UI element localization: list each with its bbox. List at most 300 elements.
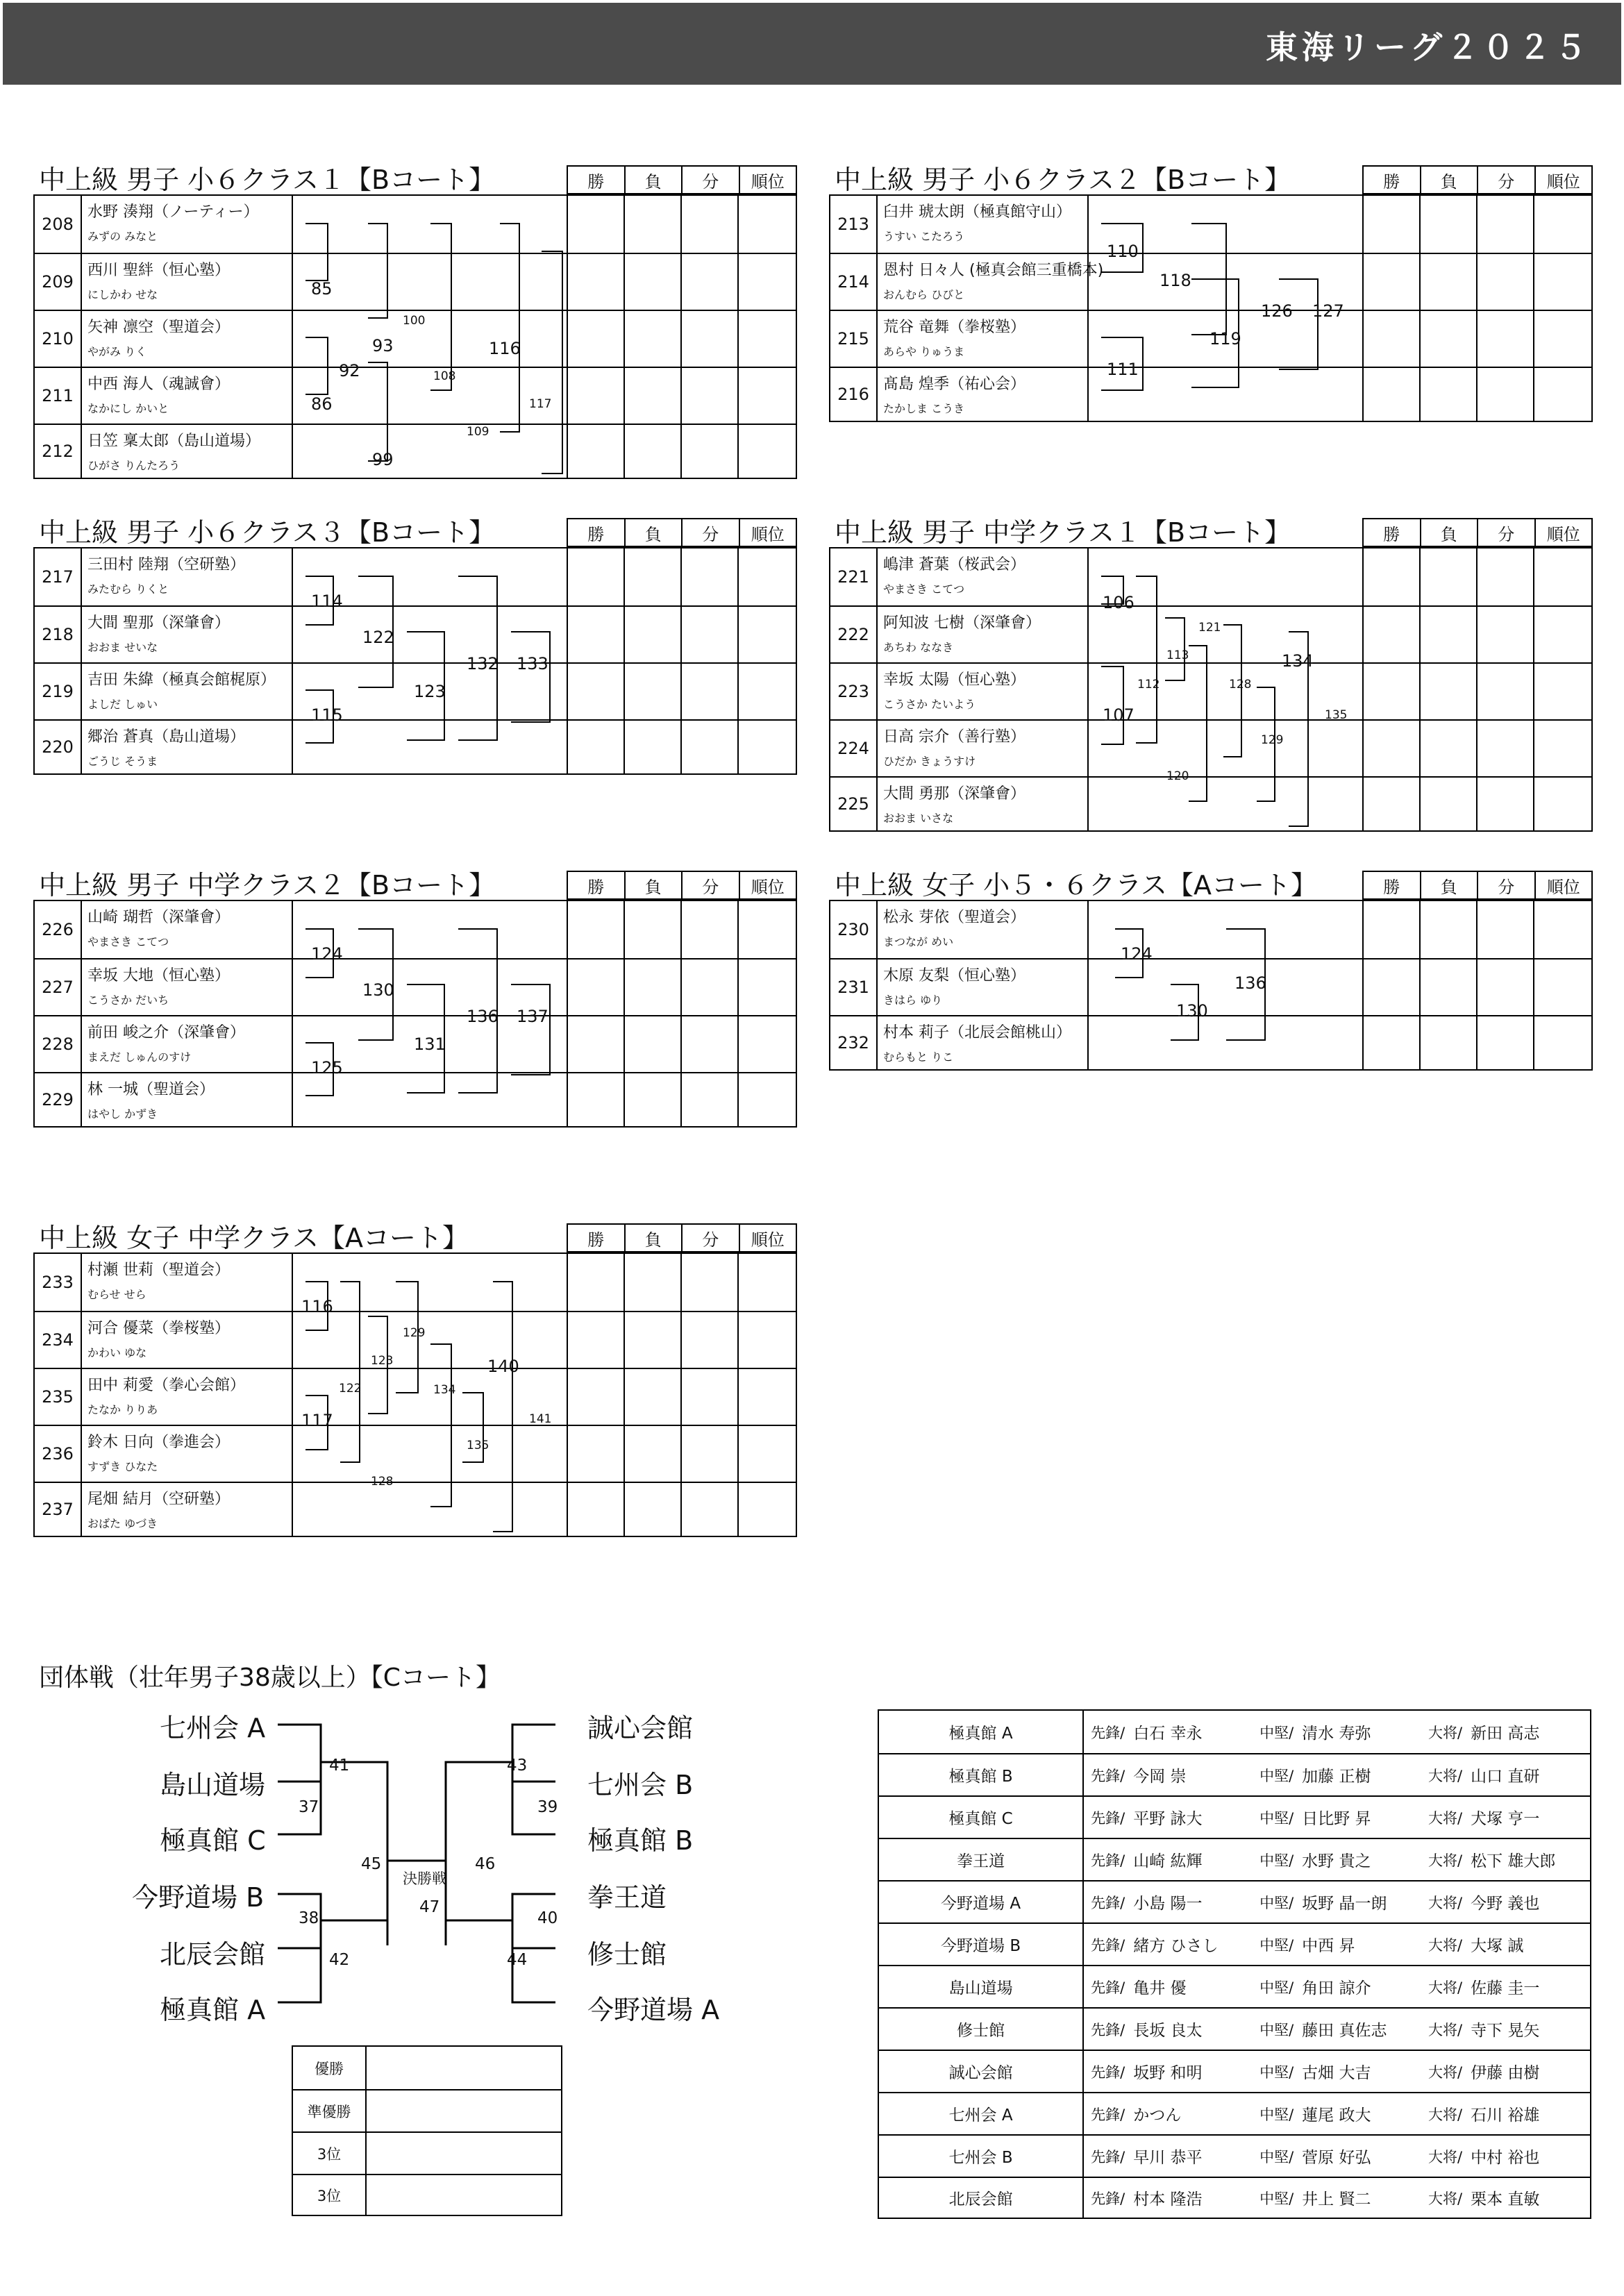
position-label: 大将/ — [1428, 1809, 1463, 1827]
match-number: 124 — [1121, 944, 1153, 964]
loss-header: 負 — [1421, 872, 1479, 898]
roster-chuken — [1253, 1966, 1421, 2007]
match-number: 134 — [433, 1383, 456, 1397]
match-number: 37 — [299, 1798, 319, 1816]
player-number: 233 — [35, 1254, 82, 1311]
player-reading: なかにし かいと — [87, 402, 169, 415]
player-reading: きはら ゆり — [883, 994, 943, 1007]
player-name: 幸坂 大地（恒心塾） — [87, 967, 230, 984]
player-reading: おばた ゆづき — [87, 1517, 158, 1530]
player-name: 阿知波 七樹（深肇會） — [883, 614, 1041, 632]
member-name: 亀井 優 — [1133, 1979, 1187, 1997]
player-number: 211 — [35, 368, 82, 424]
draw-header: 分 — [683, 519, 740, 546]
division-section — [829, 158, 1593, 429]
player-reading: うすい こたろう — [883, 230, 965, 243]
position-label: 大将/ — [1428, 2190, 1463, 2207]
roster-senpo — [1084, 1839, 1253, 1880]
match-number: 140 — [487, 1357, 519, 1376]
player-reading: ごうじ そうま — [87, 755, 158, 768]
roster-chuken — [1253, 1882, 1421, 1922]
position-label: 先鋒/ — [1091, 1979, 1125, 1996]
match-number: 125 — [311, 1058, 343, 1078]
player-number: 231 — [830, 960, 878, 1015]
position-label: 中堅/ — [1259, 1936, 1294, 1954]
player-number: 236 — [35, 1426, 82, 1482]
results-table — [292, 2045, 562, 2216]
roster-senpo — [1084, 1754, 1253, 1795]
match-number: 114 — [311, 592, 343, 611]
match-number: 116 — [301, 1297, 333, 1316]
match-number: 129 — [1261, 733, 1284, 747]
match-number: 136 — [1234, 973, 1266, 993]
member-name: 菅原 好弘 — [1302, 2149, 1371, 2167]
player-number: 208 — [35, 196, 82, 253]
member-name: 石川 裕雄 — [1471, 2106, 1540, 2125]
roster-chuken — [1253, 2178, 1421, 2218]
roster-team: 北辰会館 — [879, 2178, 1084, 2218]
roster-row — [879, 1838, 1590, 1880]
win-header: 勝 — [568, 1225, 626, 1251]
member-name: 古畑 大吉 — [1302, 2064, 1371, 2082]
roster-row — [879, 2134, 1590, 2177]
player-name: 幸坂 太陽（恒心塾） — [883, 671, 1026, 689]
player-number: 237 — [35, 1483, 82, 1536]
divider — [1419, 196, 1421, 421]
roster-senpo — [1084, 2009, 1253, 2050]
match-number: 110 — [1107, 242, 1139, 261]
player-name: 鈴木 日向（拳進会） — [87, 1434, 230, 1451]
position-label: 中堅/ — [1259, 2148, 1294, 2165]
match-number: 43 — [507, 1757, 528, 1775]
member-name: 清水 寿弥 — [1302, 1725, 1371, 1743]
roster-taisho — [1421, 1754, 1590, 1795]
roster-senpo — [1084, 2136, 1253, 2177]
match-number: 45 — [361, 1855, 382, 1873]
roster-chuken — [1253, 1839, 1421, 1880]
member-name: 今岡 崇 — [1133, 1768, 1187, 1786]
page-title: 東海リーグ２０２５ — [1266, 28, 1591, 66]
roster-row — [879, 1922, 1590, 1965]
match-number: 109 — [467, 425, 489, 439]
position-label: 先鋒/ — [1091, 1724, 1125, 1741]
team-right-4: 拳王道 — [587, 1882, 667, 1913]
match-number: 117 — [301, 1411, 333, 1430]
loss-header: 負 — [626, 167, 683, 193]
player-number: 213 — [830, 196, 878, 253]
player-grid — [829, 547, 1593, 832]
league-header — [1362, 871, 1593, 900]
player-reading: あちわ ななき — [883, 641, 954, 654]
results-label: 3位 — [293, 2133, 367, 2174]
player-number: 222 — [830, 607, 878, 662]
team-left-4: 今野道場 B — [132, 1882, 265, 1913]
match-number: 122 — [339, 1382, 362, 1396]
player-grid — [829, 900, 1593, 1071]
player-number: 228 — [35, 1016, 82, 1072]
position-label: 大将/ — [1428, 2021, 1463, 2038]
match-number: 127 — [1312, 301, 1344, 321]
match-number: 121 — [1198, 621, 1221, 635]
member-name: 栗本 直敏 — [1471, 2190, 1540, 2209]
roster-senpo — [1084, 1882, 1253, 1922]
player-reading: はやし かずき — [87, 1107, 158, 1121]
match-number: 93 — [372, 336, 394, 355]
match-number: 99 — [372, 450, 394, 469]
roster-team: 誠心会館 — [879, 2051, 1084, 2092]
results-label: 準優勝 — [293, 2090, 367, 2131]
player-name: 大間 勇那（深肇會） — [883, 785, 1026, 803]
roster-team: 修士館 — [879, 2009, 1084, 2050]
player-name: 矢神 凛空（聖道会） — [87, 319, 230, 336]
member-name: 白石 幸永 — [1133, 1725, 1203, 1743]
player-number: 224 — [830, 721, 878, 776]
match-number: 39 — [537, 1798, 558, 1816]
position-label: 大将/ — [1428, 2063, 1463, 2081]
results-row — [293, 2089, 561, 2131]
player-name: 村瀬 世莉（聖道会） — [87, 1262, 230, 1279]
roster-row — [879, 1711, 1590, 1753]
member-name: 山崎 紘輝 — [1133, 1852, 1203, 1870]
roster-team: 拳王道 — [879, 1839, 1084, 1880]
roster-team: 七州会 B — [879, 2136, 1084, 2177]
player-reading: やまさき こてつ — [883, 583, 965, 596]
member-name: かつん — [1133, 2106, 1182, 2125]
match-number: 122 — [362, 628, 394, 647]
team-right-5: 修士館 — [587, 1939, 667, 1970]
position-label: 先鋒/ — [1091, 2021, 1125, 2038]
loss-header: 負 — [1421, 519, 1479, 546]
member-name: 中西 昇 — [1302, 1937, 1355, 1955]
player-number: 212 — [35, 425, 82, 478]
match-number: 115 — [311, 705, 343, 725]
rank-header: 順位 — [751, 171, 785, 192]
match-number: 116 — [489, 339, 521, 358]
player-number: 221 — [830, 548, 878, 605]
league-header — [1362, 518, 1593, 547]
member-name: 藤田 真佐志 — [1302, 2022, 1387, 2040]
match-number: 120 — [1166, 769, 1189, 783]
roster-chuken — [1253, 2093, 1421, 2134]
match-number: 40 — [537, 1909, 558, 1927]
results-label: 3位 — [293, 2175, 367, 2215]
team-roster-table — [878, 1709, 1591, 2219]
division-title: 中上級 男子 小６クラス２【Bコート】 — [835, 165, 1291, 195]
roster-taisho — [1421, 2178, 1590, 2218]
roster-row — [879, 1965, 1590, 2007]
player-number: 227 — [35, 960, 82, 1015]
match-number: 41 — [329, 1757, 350, 1775]
player-number: 219 — [35, 664, 82, 719]
match-number: 38 — [299, 1909, 319, 1927]
player-name: 河合 優菜（拳桜塾） — [87, 1320, 230, 1337]
player-reading: おんむら ひびと — [883, 288, 965, 301]
team-left-2: 島山道場 — [160, 1770, 266, 1800]
match-number: 100 — [403, 314, 426, 328]
team-section-title: 団体戦（壮年男子38歳以上）【Cコート】 — [39, 1664, 501, 1692]
roster-senpo — [1084, 1966, 1253, 2007]
match-number: 107 — [1103, 705, 1135, 725]
player-number: 210 — [35, 311, 82, 367]
divider — [1533, 548, 1534, 830]
team-right-3: 極真館 B — [587, 1825, 694, 1856]
match-number: 123 — [371, 1354, 394, 1368]
player-number: 209 — [35, 254, 82, 310]
final-match-number: 47 — [419, 1898, 440, 1916]
team-right-1: 誠心会館 — [587, 1713, 694, 1743]
division-title: 中上級 男子 小６クラス３【Bコート】 — [39, 517, 496, 548]
player-reading: やがみ りく — [87, 345, 147, 358]
roster-row — [879, 2050, 1590, 2092]
match-number: 129 — [403, 1326, 426, 1340]
divider — [1419, 901, 1421, 1069]
divider — [1476, 901, 1477, 1069]
roster-team: 七州会 A — [879, 2093, 1084, 2134]
member-name: 小島 陽一 — [1133, 1895, 1203, 1913]
match-number: 113 — [1166, 648, 1189, 662]
roster-senpo — [1084, 1797, 1253, 1838]
match-number: 135 — [1325, 708, 1348, 722]
member-name: 松下 雄大郎 — [1471, 1852, 1556, 1870]
member-name: 伊藤 由樹 — [1471, 2064, 1540, 2082]
match-number: 123 — [414, 682, 446, 701]
win-header: 勝 — [568, 872, 626, 898]
team-left-6: 極真館 A — [160, 1995, 266, 2025]
roster-senpo — [1084, 2178, 1253, 2218]
player-name: 臼井 琥太朗（極真館守山） — [883, 203, 1071, 221]
position-label: 大将/ — [1428, 1894, 1463, 1911]
member-name: 中村 裕也 — [1471, 2149, 1540, 2167]
position-label: 中堅/ — [1259, 1809, 1294, 1827]
match-number: 117 — [529, 397, 552, 411]
member-name: 山口 直研 — [1471, 1768, 1540, 1786]
loss-header: 負 — [626, 519, 683, 546]
rank-header: 順位 — [751, 524, 785, 544]
roster-chuken — [1253, 1797, 1421, 1838]
player-reading: やまさき こてつ — [87, 935, 169, 948]
divider — [1419, 548, 1421, 830]
match-number: 133 — [517, 654, 549, 673]
player-name: 日高 宗介（善行塾） — [883, 728, 1026, 746]
divider — [1362, 901, 1364, 1069]
roster-chuken — [1253, 2051, 1421, 2092]
player-name: 田中 莉愛（拳心会館） — [87, 1377, 245, 1394]
roster-senpo — [1084, 1924, 1253, 1965]
player-name: 荒谷 竜舞（拳桜塾） — [883, 319, 1026, 336]
roster-taisho — [1421, 1711, 1590, 1753]
rank-header: 順位 — [1546, 877, 1580, 897]
position-label: 先鋒/ — [1091, 1894, 1125, 1911]
member-name: 大塚 誠 — [1471, 1937, 1524, 1955]
position-label: 先鋒/ — [1091, 1936, 1125, 1954]
match-number: 130 — [1176, 1001, 1208, 1021]
match-number: 132 — [467, 654, 499, 673]
position-label: 中堅/ — [1259, 1724, 1294, 1741]
match-number: 135 — [467, 1439, 489, 1452]
position-label: 大将/ — [1428, 1852, 1463, 1869]
player-name: 三田村 陸翔（空研塾） — [87, 556, 245, 573]
results-row — [293, 2047, 561, 2089]
draw-header: 分 — [683, 1225, 740, 1251]
position-label: 先鋒/ — [1091, 2190, 1125, 2207]
draw-header: 分 — [683, 167, 740, 193]
roster-team: 今野道場 A — [879, 1882, 1084, 1922]
roster-row — [879, 1880, 1590, 1922]
member-name: 井上 賢二 — [1302, 2190, 1371, 2209]
match-number: 130 — [362, 980, 394, 1000]
divider — [1476, 548, 1477, 830]
player-name: 髙島 煌季（祐心会） — [883, 376, 1026, 393]
loss-header: 負 — [626, 872, 683, 898]
position-label: 中堅/ — [1259, 1979, 1294, 1996]
player-name: 木原 友梨（恒心塾） — [883, 967, 1026, 984]
match-number: 141 — [529, 1412, 552, 1426]
player-reading: こうさか だいち — [87, 994, 169, 1007]
player-reading: すずき ひなた — [87, 1460, 158, 1473]
team-left-3: 極真館 C — [160, 1825, 266, 1856]
position-label: 中堅/ — [1259, 2063, 1294, 2081]
player-reading: ひだか きょうすけ — [883, 755, 976, 768]
team-left-5: 北辰会館 — [160, 1939, 266, 1970]
win-header: 勝 — [1364, 519, 1421, 546]
loss-header: 負 — [626, 1225, 683, 1251]
player-name: 村本 莉子（北辰会館桃山） — [883, 1024, 1071, 1041]
divider — [1533, 196, 1534, 421]
player-name: 尾畑 結月（空研塾） — [87, 1491, 230, 1508]
rank-header: 順位 — [1546, 171, 1580, 192]
member-name: 佐藤 圭一 — [1471, 1979, 1540, 1997]
match-number: 106 — [1103, 593, 1135, 612]
roster-taisho — [1421, 1924, 1590, 1965]
member-name: 寺下 晃矢 — [1471, 2022, 1540, 2040]
match-number: 46 — [475, 1855, 496, 1873]
player-name: 中西 海人（魂誠會） — [87, 376, 230, 393]
division-title: 中上級 女子 中学クラス【Aコート】 — [39, 1223, 469, 1253]
position-label: 中堅/ — [1259, 1852, 1294, 1869]
team-left-1: 七州会 A — [160, 1713, 266, 1743]
roster-senpo — [1084, 2051, 1253, 2092]
team-bracket-lines — [0, 0, 833, 2041]
division-title: 中上級 男子 小６クラス１【Bコート】 — [39, 165, 496, 195]
roster-taisho — [1421, 2051, 1590, 2092]
player-reading: おおま いさな — [883, 812, 954, 825]
roster-taisho — [1421, 2009, 1590, 2050]
roster-chuken — [1253, 1924, 1421, 1965]
match-number: 137 — [517, 1007, 549, 1026]
roster-row — [879, 1753, 1590, 1795]
member-name: 新田 高志 — [1471, 1725, 1540, 1743]
member-name: 日比野 昇 — [1302, 1810, 1371, 1828]
rank-header: 順位 — [751, 1230, 785, 1250]
player-name: 山崎 瑚哲（深肇會） — [87, 909, 230, 926]
position-label: 先鋒/ — [1091, 2063, 1125, 2081]
match-number: 44 — [507, 1951, 528, 1969]
roster-team: 今野道場 B — [879, 1924, 1084, 1965]
player-number: 215 — [830, 311, 878, 367]
roster-row — [879, 2177, 1590, 2218]
match-number: 86 — [311, 394, 333, 414]
position-label: 大将/ — [1428, 2148, 1463, 2165]
match-number: 92 — [339, 361, 360, 380]
position-label: 大将/ — [1428, 1936, 1463, 1954]
match-number: 42 — [329, 1951, 350, 1969]
position-label: 大将/ — [1428, 1767, 1463, 1784]
roster-team: 極真館 C — [879, 1797, 1084, 1838]
player-reading: みずの みなと — [87, 230, 158, 243]
draw-header: 分 — [1478, 872, 1536, 898]
results-row — [293, 2131, 561, 2174]
player-reading: むらもと りこ — [883, 1050, 954, 1064]
player-number: 230 — [830, 901, 878, 958]
division-title: 中上級 男子 中学クラス２【Bコート】 — [39, 870, 496, 900]
roster-taisho — [1421, 2136, 1590, 2177]
match-number: 124 — [311, 944, 343, 964]
player-reading: ひがさ りんたろう — [87, 459, 181, 472]
member-name: 角田 諒介 — [1302, 1979, 1371, 1997]
results-label: 優勝 — [293, 2047, 367, 2089]
rank-header: 順位 — [1546, 524, 1580, 544]
player-name: 林 一城（聖道会） — [87, 1081, 215, 1098]
loss-header: 負 — [1421, 167, 1479, 193]
member-name: 今野 義也 — [1471, 1895, 1540, 1913]
match-number: 126 — [1261, 301, 1293, 321]
roster-chuken — [1253, 2136, 1421, 2177]
member-name: 犬塚 亨一 — [1471, 1810, 1540, 1828]
player-reading: にしかわ せな — [87, 288, 158, 301]
roster-senpo — [1084, 1711, 1253, 1753]
member-name: 緒方 ひさし — [1133, 1937, 1219, 1955]
roster-senpo — [1084, 2093, 1253, 2134]
player-name: 嶋津 蒼葉（桜武会） — [883, 556, 1026, 573]
team-right-2: 七州会 B — [587, 1770, 694, 1800]
roster-row — [879, 2092, 1590, 2134]
roster-taisho — [1421, 1797, 1590, 1838]
player-number: 226 — [35, 901, 82, 958]
position-label: 先鋒/ — [1091, 1809, 1125, 1827]
match-number: 119 — [1209, 329, 1241, 349]
player-name: 郷治 蒼真（島山道場） — [87, 728, 245, 746]
player-reading: あらや りゅうま — [883, 345, 965, 358]
position-label: 先鋒/ — [1091, 1767, 1125, 1784]
player-reading: かわい ゆな — [87, 1346, 147, 1359]
player-name: 西川 聖絆（恒心塾） — [87, 262, 230, 279]
player-name: 日笠 稟太郎（島山道場） — [87, 433, 260, 450]
player-name: 前田 峻之介（深肇會） — [87, 1024, 245, 1041]
roster-taisho — [1421, 2093, 1590, 2134]
divider — [1533, 901, 1534, 1069]
roster-chuken — [1253, 1711, 1421, 1753]
member-name: 水野 貴之 — [1302, 1852, 1371, 1870]
member-name: 蓮尾 政大 — [1302, 2106, 1371, 2125]
member-name: 早川 恭平 — [1133, 2149, 1203, 2167]
player-name: 恩村 日々人 (極真会館三重橋本) — [883, 262, 1104, 279]
match-number: 85 — [311, 279, 333, 299]
roster-taisho — [1421, 1882, 1590, 1922]
player-reading: たなか りりあ — [87, 1403, 158, 1416]
division-title: 中上級 女子 小５・６クラス【Aコート】 — [835, 870, 1318, 900]
draw-header: 分 — [683, 872, 740, 898]
roster-team: 極真館 A — [879, 1711, 1084, 1753]
player-reading: むらせ せら — [87, 1288, 147, 1301]
divider — [1087, 196, 1089, 421]
player-name: 水野 湊翔（ノーティー） — [87, 203, 259, 221]
match-number: 134 — [1282, 651, 1314, 671]
player-reading: おおま せいな — [87, 641, 158, 654]
team-right-6: 今野道場 A — [587, 1995, 720, 2025]
position-label: 先鋒/ — [1091, 2148, 1125, 2165]
player-number: 214 — [830, 254, 878, 310]
position-label: 大将/ — [1428, 1724, 1463, 1741]
